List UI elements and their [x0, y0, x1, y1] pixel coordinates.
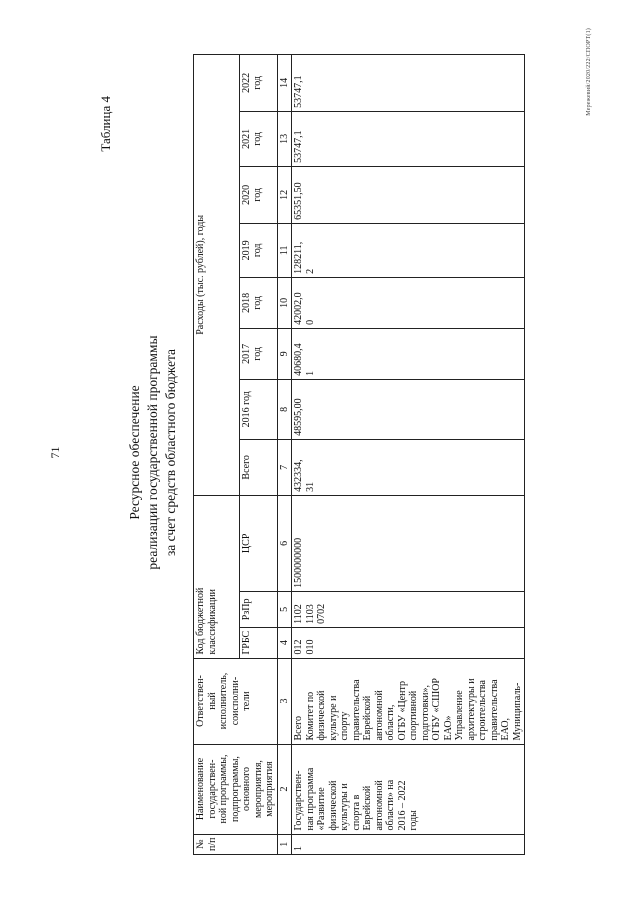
text-line: мероприятия, [252, 760, 264, 818]
text-line: 2 [304, 268, 316, 274]
text-line: 010 [304, 639, 316, 655]
column-number: 11 [277, 223, 292, 277]
text-line: год [252, 296, 263, 310]
table-row [292, 54, 525, 854]
text-line: ной программы, [218, 754, 229, 824]
text-line: 2022 [240, 72, 252, 93]
text-line: ЕАО» [442, 715, 454, 741]
text-line: подготовки», [419, 684, 431, 741]
heading-line-1: Ресурсное обеспечение [127, 385, 142, 520]
text-line: ный [206, 692, 218, 710]
header-responsible [194, 658, 278, 744]
text-line: ная программа [304, 767, 316, 831]
text-line: строительства [477, 680, 488, 741]
header-2017 [239, 328, 277, 379]
text-line: год [252, 76, 263, 90]
text-line: архитектуры и [465, 678, 477, 741]
text-line: правительства [350, 679, 362, 741]
heading-line-2: реализации государственной программы [145, 335, 160, 570]
header-responsible-stack [195, 662, 253, 741]
text-line: 40680,4 [293, 343, 304, 376]
text-line: подпрограммы, [229, 756, 241, 822]
row-2019 [292, 223, 525, 277]
text-line: 2018 [240, 292, 252, 313]
text-line: Управление [454, 690, 465, 741]
header-2021-stack [241, 115, 264, 163]
text-line: 2019 [240, 240, 252, 261]
row-2021: 53747,1 [292, 111, 525, 166]
header-2018-stack [241, 281, 264, 325]
row-responsible [292, 658, 525, 744]
header-2022-stack [241, 58, 264, 108]
text-line: год [252, 243, 263, 258]
header-2018 [239, 277, 277, 328]
row-responsible-stack [293, 662, 523, 741]
text-line: год [252, 132, 263, 146]
text-line: соисполни- [229, 676, 241, 726]
header-budget-code-stack [195, 499, 218, 655]
text-line: спорта в [350, 794, 362, 831]
row-total [292, 439, 525, 495]
text-line: Государствен- [293, 770, 304, 831]
heading-line-3: за счет средств областного бюджета [163, 348, 178, 557]
row-2017 [292, 328, 525, 379]
text-line: правительства [488, 679, 500, 741]
text-line: 2020 [240, 184, 252, 205]
document-heading [126, 0, 180, 905]
row-2022: 53747,1 [292, 54, 525, 111]
text-line: ЕАО, [500, 717, 511, 741]
header-budget-code [194, 495, 240, 658]
text-line: 128211, [293, 241, 304, 274]
text-line: год [252, 347, 263, 361]
text-line: 432334, [293, 459, 304, 492]
text-line: 0 [304, 319, 316, 325]
column-number: 5 [277, 591, 292, 627]
text-line: 1 [304, 370, 316, 376]
text-line: «Развитие [316, 787, 327, 831]
column-number: 3 [277, 658, 292, 744]
column-number: 14 [277, 54, 292, 111]
column-number: 1 [277, 834, 292, 854]
row-total-stack [293, 443, 316, 492]
text-line: мероприятия [264, 761, 275, 817]
header-number-stack [195, 838, 218, 851]
text-line: автономной [373, 690, 385, 741]
text-line: 1102 [293, 604, 304, 624]
header-2020-stack [241, 170, 264, 220]
text-line: области, [385, 704, 396, 741]
header-2017-stack [241, 332, 264, 376]
header-2021 [239, 111, 277, 166]
text-line: спортивной [408, 690, 419, 741]
row-2018-stack [293, 281, 316, 325]
column-number: 12 [277, 166, 292, 223]
row-grbs-stack [293, 631, 316, 655]
header-2019-stack [241, 227, 264, 274]
row-number: 1 [292, 834, 525, 854]
row-2017-stack [293, 332, 316, 376]
column-number: 7 [277, 439, 292, 495]
row-grbs [292, 627, 525, 658]
row-2016: 48595,00 [292, 379, 525, 439]
resource-table [193, 54, 525, 855]
text-line: № [195, 839, 206, 850]
text-line: автономной [373, 780, 385, 831]
text-line: Ответствен- [195, 675, 206, 727]
text-line: государствен- [206, 759, 218, 819]
text-line: Наименование [195, 757, 206, 821]
column-number: 8 [277, 379, 292, 439]
header-2019 [239, 223, 277, 277]
table-label: Таблица 4 [98, 96, 113, 152]
text-line: 2016 – 2022 [396, 780, 408, 831]
text-line: 2021 [240, 128, 252, 149]
text-line: исполнитель, [218, 672, 229, 730]
text-line: 012 [293, 639, 304, 655]
column-number: 6 [277, 495, 292, 591]
header-2016: 2016 год [239, 379, 277, 439]
header-2022 [239, 54, 277, 111]
text-line: Код бюджетной [195, 587, 206, 655]
column-number: 10 [277, 277, 292, 328]
row-csr: 1500000000 [292, 495, 525, 591]
header-expenses: Расходы (тыс. рублей), годы [194, 54, 240, 495]
text-line: Еврейской [362, 695, 373, 741]
text-line: 42002,0 [293, 292, 304, 325]
text-line: основного [241, 767, 252, 811]
header-2020 [239, 166, 277, 223]
text-line: классификации [206, 588, 218, 655]
header-total: Всего [239, 439, 277, 495]
text-line: Муниципаль- [511, 682, 523, 741]
header-name [194, 744, 278, 834]
text-line: физической [327, 780, 339, 831]
header-name-stack [195, 748, 276, 831]
row-2019-stack [293, 227, 316, 274]
column-number: 9 [277, 328, 292, 379]
text-line: годы [408, 810, 419, 831]
text-line: культуре и [327, 695, 339, 741]
row-rzpr-stack [293, 595, 328, 624]
text-line: п/п [206, 837, 218, 851]
column-number-row [277, 54, 292, 854]
row-2020: 65351,50 [292, 166, 525, 223]
column-number: 4 [277, 627, 292, 658]
row-program-name-stack [293, 748, 420, 831]
column-number: 13 [277, 111, 292, 166]
document-stamp: Мережевий/2020/222/СПОРТ(1) [586, 28, 592, 116]
text-line: 2017 [240, 343, 252, 364]
text-line: области» на [385, 779, 396, 831]
text-line: год [252, 188, 263, 202]
text-line: ОГБУ «СШОР [431, 678, 442, 741]
text-line: 1103 [304, 604, 316, 624]
text-line: спорту [339, 711, 350, 741]
text-line: 31 [304, 481, 316, 492]
text-line: тели [241, 691, 252, 711]
header-grbs: ГРБС [239, 627, 277, 658]
row-2018 [292, 277, 525, 328]
page-number: 71 [48, 446, 62, 459]
row-program-name [292, 744, 525, 834]
header-csr: ЦСР [239, 495, 277, 591]
text-line: физической [316, 690, 327, 741]
text-line: Еврейской [362, 785, 373, 831]
header-rzpr: РзПр [239, 591, 277, 627]
column-number: 2 [277, 744, 292, 834]
header-number [194, 834, 278, 854]
text-line: ОГБУ «Центр [396, 681, 408, 741]
text-line: Всего [293, 715, 304, 741]
text-line: Комитет по [304, 691, 316, 741]
text-line: культуры и [339, 783, 350, 831]
text-line: 0702 [316, 603, 327, 624]
row-rzpr [292, 591, 525, 627]
